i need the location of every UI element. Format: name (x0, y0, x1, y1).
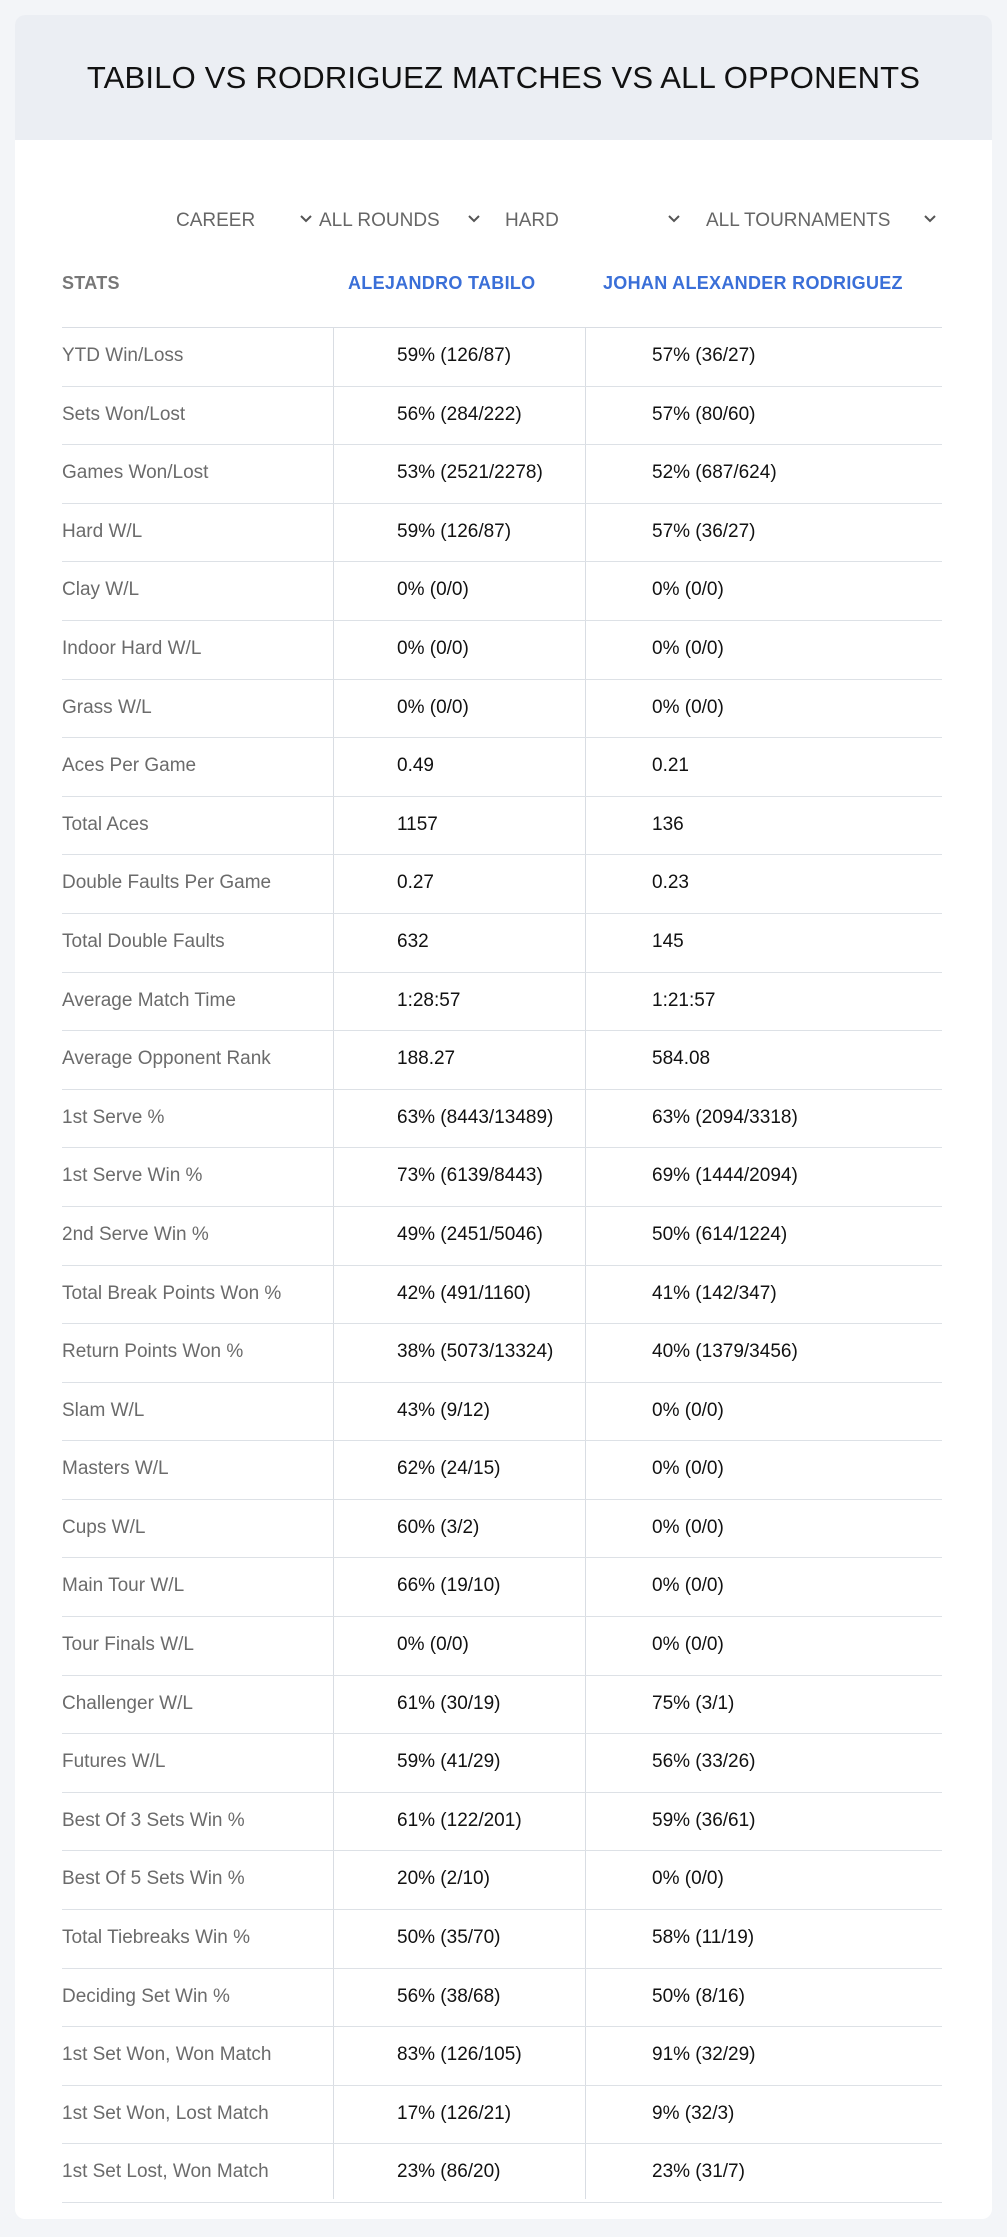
chevron-down-icon (299, 212, 313, 226)
player1-stat-value: 56% (284/222) (397, 403, 522, 425)
table-row (62, 1558, 942, 1617)
player2-stat-value: 50% (8/16) (652, 1985, 745, 2007)
tournaments-select-value: ALL TOURNAMENTS (706, 210, 891, 231)
table-row (62, 2086, 942, 2145)
player1-stat-value: 23% (86/20) (397, 2161, 501, 2183)
table-row (62, 1969, 942, 2028)
stat-label: 1st Set Lost, Won Match (62, 2161, 269, 2183)
period-select[interactable] (176, 206, 255, 236)
stat-label: YTD Win/Loss (62, 345, 184, 366)
player2-stat-value: 0% (0/0) (652, 637, 724, 659)
table-row (62, 680, 942, 739)
player1-stat-value: 63% (8443/13489) (397, 1106, 554, 1128)
player1-stat-value: 1157 (397, 813, 438, 835)
stats-table-body (62, 328, 942, 2203)
table-row (62, 1207, 942, 1266)
player1-stat-value: 17% (126/21) (397, 2102, 512, 2124)
stat-label: Aces Per Game (62, 755, 197, 777)
player2-stat-value: 91% (32/29) (652, 2044, 756, 2066)
stat-label: Games Won/Lost (62, 462, 209, 484)
stat-label: Sets Won/Lost (62, 403, 186, 425)
stat-label: Best Of 3 Sets Win % (62, 1809, 245, 1831)
stat-label: Total Break Points Won % (62, 1282, 282, 1304)
table-row (62, 562, 942, 621)
stat-label: 1st Set Won, Lost Match (62, 2102, 269, 2124)
player1-stat-value: 59% (41/29) (397, 1751, 501, 1773)
player2-stat-value: 0.21 (652, 755, 689, 777)
player1-stat-value: 61% (30/19) (397, 1692, 501, 1714)
player2-stat-value: 56% (33/26) (652, 1751, 756, 1773)
stat-label: Slam W/L (62, 1399, 145, 1421)
player1-stat-value: 0.49 (397, 755, 434, 777)
table-row (62, 2027, 942, 2086)
player1-stat-value: 49% (2451/5046) (397, 1223, 543, 1245)
stat-label: Average Opponent Rank (62, 1048, 271, 1070)
stat-label: Best Of 5 Sets Win % (62, 1868, 245, 1890)
player2-stat-value: 57% (36/27) (652, 345, 756, 366)
player2-stat-value: 75% (3/1) (652, 1692, 735, 1714)
player2-stat-value: 23% (31/7) (652, 2161, 745, 2183)
stat-label: Double Faults Per Game (62, 872, 272, 894)
table-row (62, 328, 942, 387)
player2-stat-value: 0% (0/0) (652, 1868, 724, 1890)
table-row (62, 1324, 942, 1383)
player1-stat-value: 59% (126/87) (397, 345, 512, 366)
player2-stat-value: 52% (687/624) (652, 462, 777, 484)
chevron-down-icon (667, 212, 681, 226)
stat-label: Total Aces (62, 813, 149, 835)
table-row (62, 914, 942, 973)
player1-stat-value: 0.27 (397, 872, 434, 894)
stat-label: Average Match Time (62, 989, 236, 1011)
stat-label: Deciding Set Win % (62, 1985, 230, 2007)
table-row (62, 973, 942, 1032)
player1-stat-value: 20% (2/10) (397, 1868, 490, 1890)
player1-stat-value: 60% (3/2) (397, 1516, 480, 1538)
table-header (62, 253, 942, 328)
stat-label: Indoor Hard W/L (62, 637, 202, 659)
player1-stat-value: 83% (126/105) (397, 2044, 522, 2066)
stat-label: Return Points Won % (62, 1341, 244, 1363)
player2-stat-value: 57% (36/27) (652, 520, 756, 542)
table-row (62, 621, 942, 680)
stat-label: Total Tiebreaks Win % (62, 1927, 250, 1949)
player1-stat-value: 632 (397, 930, 429, 952)
table-row (62, 1734, 942, 1793)
stat-label: Clay W/L (62, 579, 140, 601)
stat-label: Hard W/L (62, 520, 143, 542)
player2-stat-value: 145 (652, 930, 684, 952)
period-select-value: CAREER (176, 210, 256, 231)
table-row (62, 1676, 942, 1735)
player1-stat-value: 43% (9/12) (397, 1399, 490, 1421)
surface-select[interactable] (505, 206, 559, 236)
table-row (62, 1383, 942, 1442)
player2-stat-value: 9% (32/3) (652, 2102, 735, 2124)
player2-stat-value: 1:21:57 (652, 989, 716, 1011)
table-row (62, 1148, 942, 1207)
rounds-select[interactable] (319, 206, 440, 236)
filter-bar (15, 192, 992, 252)
player1-stat-value: 62% (24/15) (397, 1458, 501, 1480)
card-header (15, 15, 992, 140)
stat-label: Challenger W/L (62, 1692, 193, 1714)
player1-stat-value: 73% (6139/8443) (397, 1165, 543, 1187)
player1-stat-value: 38% (5073/13324) (397, 1341, 554, 1363)
table-row (62, 1441, 942, 1500)
table-row (62, 1090, 942, 1149)
stat-label: Grass W/L (62, 696, 152, 718)
page-title: TABILO VS RODRIGUEZ MATCHES VS ALL OPPONENTS (86, 59, 921, 95)
player1-stat-value: 0% (0/0) (397, 1634, 469, 1656)
player2-stat-value: 57% (80/60) (652, 403, 756, 425)
player2-column-header[interactable]: JOHAN ALEXANDER RODRIGUEZ (603, 273, 903, 293)
stat-label: 1st Serve Win % (62, 1165, 203, 1187)
player2-stat-value: 50% (614/1224) (652, 1223, 788, 1245)
stat-label: 2nd Serve Win % (62, 1223, 209, 1245)
player2-stat-value: 0% (0/0) (652, 1516, 724, 1538)
player2-stat-value: 0% (0/0) (652, 696, 724, 718)
tournaments-select[interactable] (706, 206, 890, 236)
player1-stat-value: 66% (19/10) (397, 1575, 501, 1597)
table-row (62, 1031, 942, 1090)
player2-stat-value: 0% (0/0) (652, 579, 724, 601)
stat-label: Masters W/L (62, 1458, 169, 1480)
player2-stat-value: 59% (36/61) (652, 1809, 756, 1831)
player2-stat-value: 0% (0/0) (652, 1634, 724, 1656)
table-row (62, 797, 942, 856)
player2-stat-value: 69% (1444/2094) (652, 1165, 798, 1187)
player1-stat-value: 1:28:57 (397, 989, 461, 1011)
table-row (62, 2144, 942, 2203)
stats-column-header: STATS (62, 273, 120, 293)
player1-stat-value: 0% (0/0) (397, 637, 469, 659)
player2-stat-value: 0% (0/0) (652, 1458, 724, 1480)
table-row (62, 738, 942, 797)
surface-select-value: HARD (505, 210, 559, 231)
stat-label: Total Double Faults (62, 930, 225, 952)
table-row (62, 855, 942, 914)
table-row (62, 504, 942, 563)
player1-stat-value: 56% (38/68) (397, 1985, 501, 2007)
player2-stat-value: 584.08 (652, 1048, 711, 1070)
chevron-down-icon (467, 212, 481, 226)
player2-stat-value: 63% (2094/3318) (652, 1106, 798, 1128)
stat-label: 1st Set Won, Won Match (62, 2044, 272, 2066)
player1-stat-value: 59% (126/87) (397, 520, 512, 542)
player1-stat-value: 61% (122/201) (397, 1809, 522, 1831)
chevron-down-icon (923, 212, 937, 226)
player1-stat-value: 42% (491/1160) (397, 1282, 531, 1304)
stat-label: Tour Finals W/L (62, 1634, 194, 1656)
stat-label: Futures W/L (62, 1751, 166, 1773)
player1-stat-value: 188.27 (397, 1048, 456, 1070)
stat-label: Main Tour W/L (62, 1575, 185, 1597)
player2-stat-value: 0% (0/0) (652, 1399, 724, 1421)
player2-stat-value: 40% (1379/3456) (652, 1341, 798, 1363)
table-row (62, 387, 942, 446)
stat-label: 1st Serve % (62, 1106, 165, 1128)
player1-stat-value: 53% (2521/2278) (397, 462, 543, 484)
player1-stat-value: 0% (0/0) (397, 579, 469, 601)
table-row (62, 1793, 942, 1852)
table-row (62, 1500, 942, 1559)
stat-label: Cups W/L (62, 1516, 146, 1538)
player2-stat-value: 0% (0/0) (652, 1575, 724, 1597)
player2-stat-value: 58% (11/19) (652, 1927, 755, 1949)
table-row (62, 445, 942, 504)
table-row (62, 1266, 942, 1325)
table-row (62, 1851, 942, 1910)
player2-stat-value: 41% (142/347) (652, 1282, 777, 1304)
stats-card (15, 15, 992, 2219)
table-row (62, 1617, 942, 1676)
player2-stat-value: 136 (652, 813, 684, 835)
table-row (62, 1910, 942, 1969)
player1-column-header[interactable]: ALEJANDRO TABILO (348, 273, 536, 293)
player1-stat-value: 0% (0/0) (397, 696, 469, 718)
player1-stat-value: 50% (35/70) (397, 1927, 501, 1949)
player2-stat-value: 0.23 (652, 872, 689, 894)
rounds-select-value: ALL ROUNDS (319, 210, 440, 231)
